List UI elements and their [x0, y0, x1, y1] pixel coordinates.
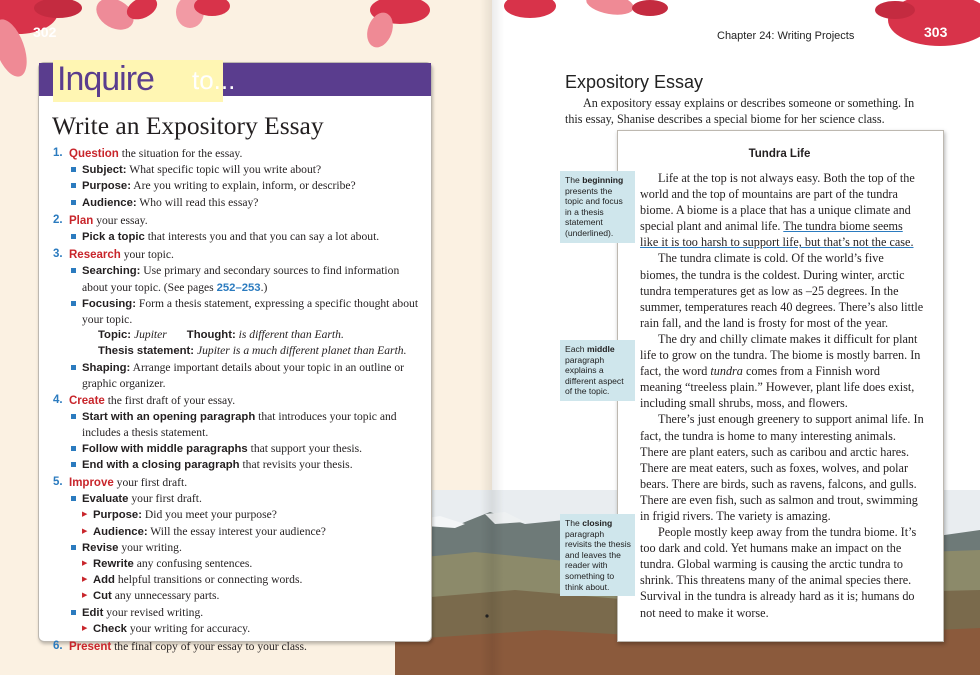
item-text: your writing.: [118, 540, 182, 554]
red-leaves-mid: [360, 0, 440, 60]
card-title: Write an Expository Essay: [52, 111, 324, 140]
step-text: the final copy of your essay to your class.: [111, 640, 307, 654]
list-item: [69, 162, 425, 178]
item-text: your revised writing.: [103, 605, 204, 619]
item-label: Subject:: [82, 164, 127, 177]
step-number: 1.: [53, 147, 63, 159]
essay-paragraph-beginning: [640, 170, 924, 250]
sub-item-label: Add: [93, 574, 115, 587]
sub-item-text: Did you meet your purpose?: [141, 508, 277, 522]
item-text: that revisits your thesis.: [239, 457, 353, 471]
step-number: 5.: [53, 476, 63, 489]
note-text: Each: [565, 344, 587, 354]
essay-title: Tundra Life: [748, 148, 811, 160]
item-text: Form a thesis statement, expressing a specific thought about your topic.: [82, 296, 419, 327]
essay-paragraph-closing: People mostly keep away from the tundra biome. It’s too dark and cold. Yet humans make an impact on the tundra. Global warming is causing the arctic tundra to shrink. This threatens many of the animal species there. Survival in the tundra is already hard as it is; humans do not need to make it worse.: [640, 525, 917, 620]
list-item: [69, 441, 425, 457]
essay-body: [640, 170, 924, 621]
item-label: Searching:: [82, 265, 141, 278]
item-label: Shaping:: [82, 361, 131, 374]
item-label: Focusing:: [82, 297, 136, 310]
banner-word: Inquire: [57, 60, 154, 98]
step-keyword: Question: [69, 148, 119, 160]
item-text: Who will read this essay?: [136, 195, 259, 209]
note-text: paragraph revisits the thesis and leaves the reader with something to think about.: [565, 528, 631, 592]
item-label: Edit: [82, 606, 104, 619]
step-text: your topic.: [120, 248, 174, 262]
item-text: Arrange important details about your topic in an outline or graphic organizer.: [82, 360, 405, 390]
item-label: End with a closing paragraph: [82, 458, 240, 471]
item-text: Use primary and secondary sources to find information about your topic. (See pages: [82, 264, 400, 294]
list-item: [69, 360, 425, 391]
note-keyword: closing: [582, 518, 613, 528]
sub-item-label: Cut: [93, 590, 112, 603]
essay-paragraph-middle: [640, 331, 924, 411]
sub-item: [69, 556, 425, 572]
sub-item-text: helpful transitions or connecting words.: [114, 573, 303, 587]
page-gutter: [480, 0, 504, 675]
inquire-card: [38, 60, 432, 654]
item-label: Start with an opening paragraph: [82, 411, 256, 424]
paragraph-text: comes from a Finnish word meaning “treeless plain.” However, plant life does exist, including small shrubs, moss, and flowers.: [640, 364, 915, 411]
sub-item-text: your writing for accuracy.: [126, 621, 251, 635]
list-item: [69, 540, 425, 556]
topic-example: [69, 327, 425, 343]
left-page-number: 302: [33, 24, 57, 40]
step-number: 4.: [53, 394, 63, 407]
paragraph-text: Life at the top is not always easy. Both the top of the world and the top of mountains are part of the tundra biome. A biome is a place that has a unique climate and special plant and animal life.: [640, 171, 915, 234]
item-text-end: .): [260, 280, 268, 294]
step-plan: [53, 213, 425, 245]
step-text: your essay.: [93, 213, 148, 227]
step-keyword: Present: [69, 641, 112, 654]
item-label: Audience:: [82, 196, 137, 209]
section-intro: An expository essay explains or describes someone or something. In this essay, Shanise describes a special biome for her science class.: [565, 96, 915, 126]
topic-value: Jupiter: [133, 328, 167, 342]
sub-item: [69, 572, 425, 588]
topic-label: Topic:: [98, 329, 132, 342]
sub-item: [69, 524, 425, 540]
thesis-statement: The tundra biome seems like it is too harsh to support life, but that’s not the case.: [640, 219, 914, 250]
note-text: paragraph explains a different aspect of the topic.: [565, 354, 624, 397]
step-text: the first draft of your essay.: [104, 394, 236, 408]
step-improve: [53, 475, 425, 637]
step-number: 6.: [53, 640, 63, 653]
item-label: Follow with middle paragraphs: [82, 442, 248, 455]
step-text: the situation for the essay.: [118, 147, 243, 160]
item-text: that support your thesis.: [247, 441, 363, 455]
essay-paragraph-middle: There’s just enough greenery to support animal life. In fact, the tundra is home to many interesting animals. There are plant eaters, such as caribou and arctic hares. There are meat eaters, such as foxes, wolves, and polar bears. There are birds, such as ravens, falcons, and gulls. There are even fish, such as salmon and trout, swimming in frigid rivers. The variety is amazing.: [640, 412, 924, 523]
list-item: [69, 409, 425, 440]
step-keyword: Research: [69, 249, 121, 262]
item-label: Revise: [82, 541, 119, 554]
sub-item-label: Purpose:: [93, 509, 142, 522]
list-item: [69, 605, 425, 621]
item-text: What specific topic will you write about?: [126, 163, 322, 177]
note-text: The: [565, 175, 583, 185]
page-reference-link[interactable]: 252–253: [216, 281, 261, 294]
step-text: your first draft.: [113, 476, 188, 490]
thesis-example: [69, 343, 425, 359]
italic-word: tundra: [710, 364, 743, 379]
sub-item-text: Will the essay interest your audience?: [147, 524, 326, 538]
right-page-number: 303: [924, 24, 948, 40]
step-keyword: Create: [69, 395, 105, 408]
thesis-label: Thesis statement:: [98, 345, 195, 358]
chapter-title: Chapter 24: Writing Projects: [717, 30, 855, 42]
thought-label: Thought:: [186, 329, 236, 342]
steps-list: [53, 146, 425, 655]
thesis-value: Jupiter is a much different planet than Earth.: [196, 344, 407, 358]
side-note-beginning: [560, 171, 635, 243]
item-label: Pick a topic: [82, 231, 145, 244]
list-item: [69, 491, 425, 507]
note-keyword: beginning: [582, 175, 624, 185]
sub-item: [69, 588, 425, 604]
essay-paragraph-middle: The tundra climate is cold. Of the world’s five biomes, the tundra is the coldest. During winter, arctic tundra temperatures get as low as –25 degrees. In the summer, temperatures reach 40 degrees. There’s also little rain fall, and the land is frosty for most of the year.: [640, 251, 924, 330]
sub-item-label: Rewrite: [93, 558, 134, 571]
red-leaves-right: [500, 0, 980, 50]
list-item: [69, 178, 425, 194]
list-item: [69, 229, 425, 245]
item-label: Evaluate: [82, 493, 129, 506]
step-create: [53, 393, 425, 473]
step-present: [53, 639, 425, 655]
section-title: Expository Essay: [565, 72, 704, 92]
step-question: [53, 146, 425, 211]
item-text: Are you writing to explain, inform, or describe?: [130, 179, 356, 193]
item-text: that introduces your topic and includes a thesis statement.: [82, 410, 397, 440]
sub-item-label: Audience:: [93, 525, 148, 538]
step-research: [53, 247, 425, 391]
sub-item-text: any unnecessary parts.: [111, 589, 220, 603]
list-item: [69, 457, 425, 473]
item-text: that interests you and that you can say a lot about.: [144, 230, 380, 244]
note-text: The: [565, 518, 583, 528]
item-label: Purpose:: [82, 180, 131, 193]
note-text: presents the topic and focus in a thesis statement (underlined).: [565, 185, 623, 238]
step-number: 3.: [53, 248, 63, 261]
sub-item-label: Check: [93, 622, 127, 635]
side-note-middle: [560, 340, 635, 401]
banner-suffix: to...: [192, 65, 236, 95]
step-keyword: Improve: [69, 477, 114, 490]
item-text: your first draft.: [128, 492, 202, 506]
sub-item: [69, 621, 425, 637]
step-keyword: Plan: [69, 214, 94, 227]
note-keyword: middle: [586, 344, 615, 354]
sub-item-text: any confusing sentences.: [133, 557, 253, 571]
thought-value: is different than Earth.: [238, 328, 344, 342]
step-number: 2.: [53, 213, 63, 226]
list-item: [69, 195, 425, 211]
paragraph-text: The dry and chilly climate makes it difficult for plant life to grow on the tundra. The biome is mostly barren. In fact, the word: [640, 331, 921, 379]
side-note-closing: [560, 514, 635, 596]
list-item: [69, 296, 425, 327]
list-item: [69, 263, 425, 295]
sub-item: [69, 507, 425, 523]
